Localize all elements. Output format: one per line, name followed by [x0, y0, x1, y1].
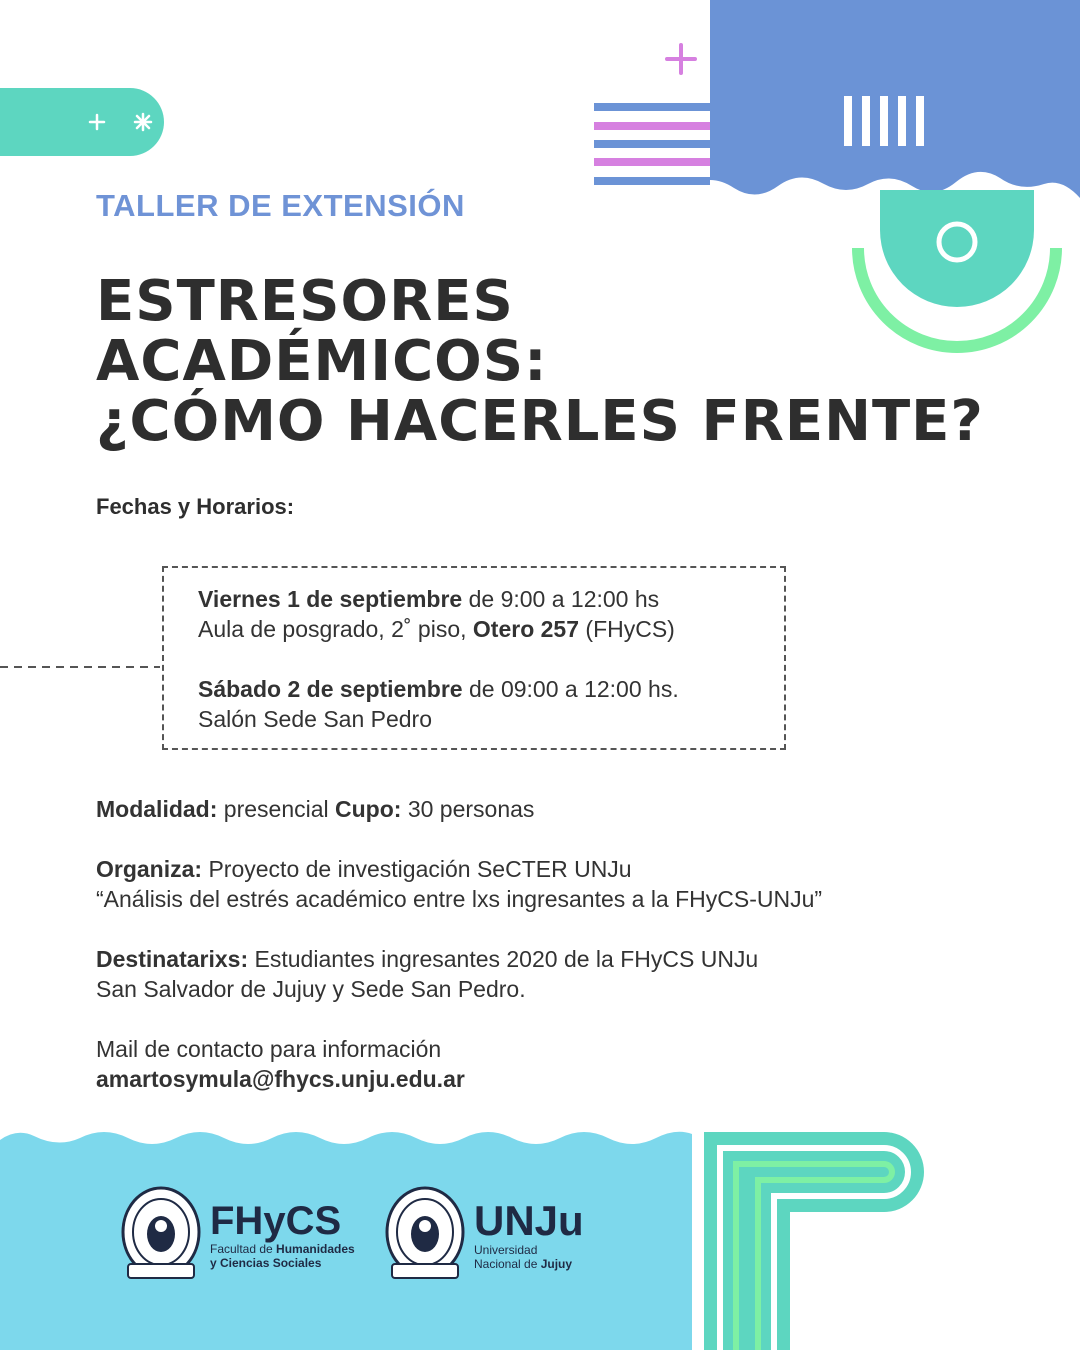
event-type-kicker: TALLER DE EXTENSIÓN — [96, 188, 465, 223]
blue-wave-block — [710, 0, 1080, 198]
modality-label: Modalidad: — [96, 796, 218, 822]
fhycs-name: FHyCS — [210, 1199, 342, 1243]
pink-plus-icon — [667, 45, 695, 73]
title-line: ESTRESORES — [96, 269, 514, 334]
contact-email[interactable]: amartosymula@fhycs.unju.edu.ar — [96, 1066, 465, 1092]
schedule-label: Fechas y Horarios: — [96, 494, 295, 519]
session-2-time: de 09:00 a 12:00 hs. — [462, 676, 679, 702]
event-title — [96, 269, 984, 454]
teal-pill-shape — [0, 88, 164, 156]
unju-sub-2: Nacional de — [474, 1257, 541, 1271]
organizer-value: Proyecto de investigación SeCTER UNJu — [202, 856, 632, 882]
session-2-day: Sábado 2 de septiembre — [198, 676, 463, 702]
university-seal-icon — [120, 1184, 202, 1286]
modality-row — [96, 794, 534, 824]
corner-lines-shape — [704, 1132, 924, 1350]
fhycs-sub-1: Facultad de — [210, 1242, 277, 1256]
university-seal-icon — [384, 1184, 466, 1286]
capacity-label: Cupo: — [335, 796, 402, 822]
capacity-value: 30 personas — [401, 796, 535, 822]
unju-sub-1: Universidad — [474, 1243, 538, 1257]
contact-label: Mail de contacto para información — [96, 1036, 442, 1062]
unju-logo — [384, 1184, 584, 1286]
session-1-place-post: (FHyCS) — [579, 616, 675, 642]
fhycs-subtitle — [210, 1242, 355, 1270]
fhycs-sub-1-bold: Humanidades — [276, 1242, 355, 1256]
unju-subtitle — [474, 1243, 584, 1271]
session-1-day: Viernes 1 de septiembre — [198, 586, 463, 612]
audience-location: San Salvador de Jujuy y Sede San Pedro. — [96, 976, 526, 1002]
contact-block — [96, 1034, 465, 1094]
audience-value: Estudiantes ingresantes 2020 de la FHyCS UNJu — [248, 946, 759, 972]
session-1-line — [198, 584, 784, 614]
organizer-label: Organiza: — [96, 856, 203, 882]
session-1-place-pre: Aula de posgrado, 2˚ piso, — [198, 616, 473, 642]
unju-name: UNJu — [474, 1197, 584, 1244]
stripes-shape — [594, 103, 710, 185]
organizer-block — [96, 854, 822, 914]
modality-value: presencial — [217, 796, 336, 822]
session-1-time: de 9:00 a 12:00 hs — [462, 586, 660, 612]
audience-label: Destinatarixs: — [96, 946, 249, 972]
title-line: ACADÉMICOS: — [96, 329, 548, 394]
project-title: “Análisis del estrés académico entre lxs ingresantes a la FHyCS-UNJu” — [96, 886, 823, 912]
audience-block — [96, 944, 758, 1004]
title-line: ¿CÓMO HACERLES FRENTE? — [96, 389, 984, 454]
fhycs-sub-2: y Ciencias Sociales — [210, 1256, 322, 1270]
session-2-line — [198, 674, 784, 704]
session-2-place: Salón Sede San Pedro — [198, 706, 433, 732]
unju-sub-2-bold: Jujuy — [540, 1257, 573, 1271]
sparkle-icon — [135, 114, 151, 130]
session-1-place-bold: Otero 257 — [472, 616, 580, 642]
fhycs-logo — [120, 1184, 355, 1286]
schedule-box — [162, 566, 786, 750]
session-1-place — [198, 614, 784, 644]
